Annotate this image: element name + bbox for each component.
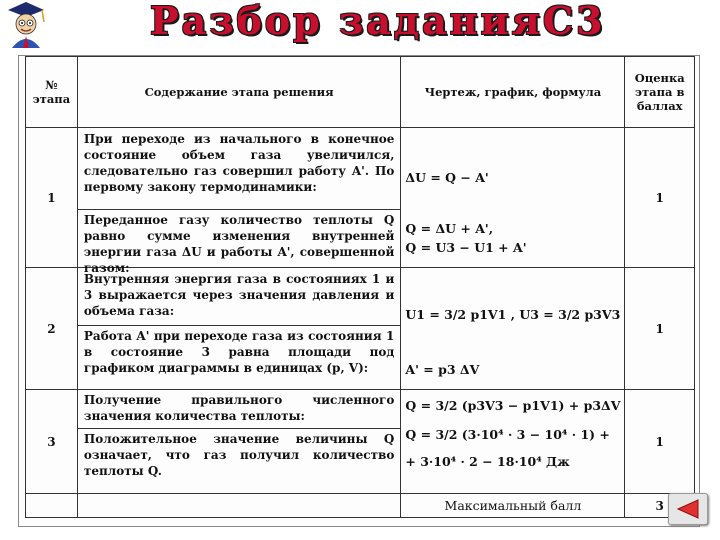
- page-title: Разбор заданияС3: [150, 0, 606, 43]
- max-score-label: Максимальный балл: [401, 494, 625, 518]
- row-score: 1: [625, 390, 695, 494]
- table-footer-row: [26, 494, 695, 518]
- formula: Q = ΔU + A',: [405, 220, 494, 236]
- formula: Q = U3 − U1 + A': [405, 239, 527, 255]
- row-number: 3: [26, 390, 78, 494]
- table-row: [26, 390, 695, 494]
- step-text: Работа A' при переходе газа из состояния 1 в состояние 3 равна площади под графиком диаграммы в единицах (p, V):: [78, 325, 400, 388]
- professor-logo-icon: [2, 0, 50, 52]
- row-score: 1: [625, 128, 695, 268]
- step-text: Получение правильного численного значения количества теплоты:: [83, 393, 395, 423]
- header-stage-number: № этапа: [26, 57, 78, 128]
- header-drawing-formula: Чертеж, график, формула: [401, 57, 625, 128]
- formula: A' = p3 ΔV: [405, 362, 480, 377]
- table-row: [26, 128, 695, 268]
- max-score-value: 3: [625, 494, 695, 518]
- step-text: Переданное газу количество теплоты Q равно сумме изменения внутренней энергии газа ΔU и работы A', совершенной газом:: [78, 209, 400, 266]
- table-row: [26, 268, 695, 390]
- solution-table-document: [18, 55, 700, 527]
- step-text: При переходе из начального в конечное состояние объем газа увеличился, следовательно газ совершил работу A'. По первому закону термодинамики:: [83, 132, 395, 194]
- solution-table: [25, 56, 695, 518]
- back-nav-button[interactable]: [668, 493, 708, 525]
- step-text: Положительное значение величины Q означает, что газ получил количество теплоты Q.: [78, 428, 400, 467]
- formula: U1 = 3/2 p1V1 , U3 = 3/2 p3V3: [405, 306, 621, 322]
- formula: Q = 3/2 (p3V3 − p1V1) + p3ΔV: [405, 398, 621, 413]
- row-score: 1: [625, 268, 695, 390]
- step-text: Внутренняя энергия газа в состояниях 1 и 3 выражается через значения давления и объема газа:: [83, 272, 395, 318]
- table-header-row: [26, 57, 695, 128]
- back-arrow-icon: [676, 499, 700, 519]
- formula: Q = 3/2 (3·10⁴ · 3 − 10⁴ · 1) +: [405, 427, 610, 442]
- header-stage-score: Оценка этапа в баллах: [625, 57, 695, 128]
- formula: + 3·10⁴ · 2 − 18·10⁴ Дж: [405, 454, 570, 469]
- row-number: 1: [26, 128, 78, 268]
- formula: ΔU = Q − A': [405, 170, 489, 185]
- header-stage-content: Содержание этапа решения: [77, 57, 400, 128]
- row-number: 2: [26, 268, 78, 390]
